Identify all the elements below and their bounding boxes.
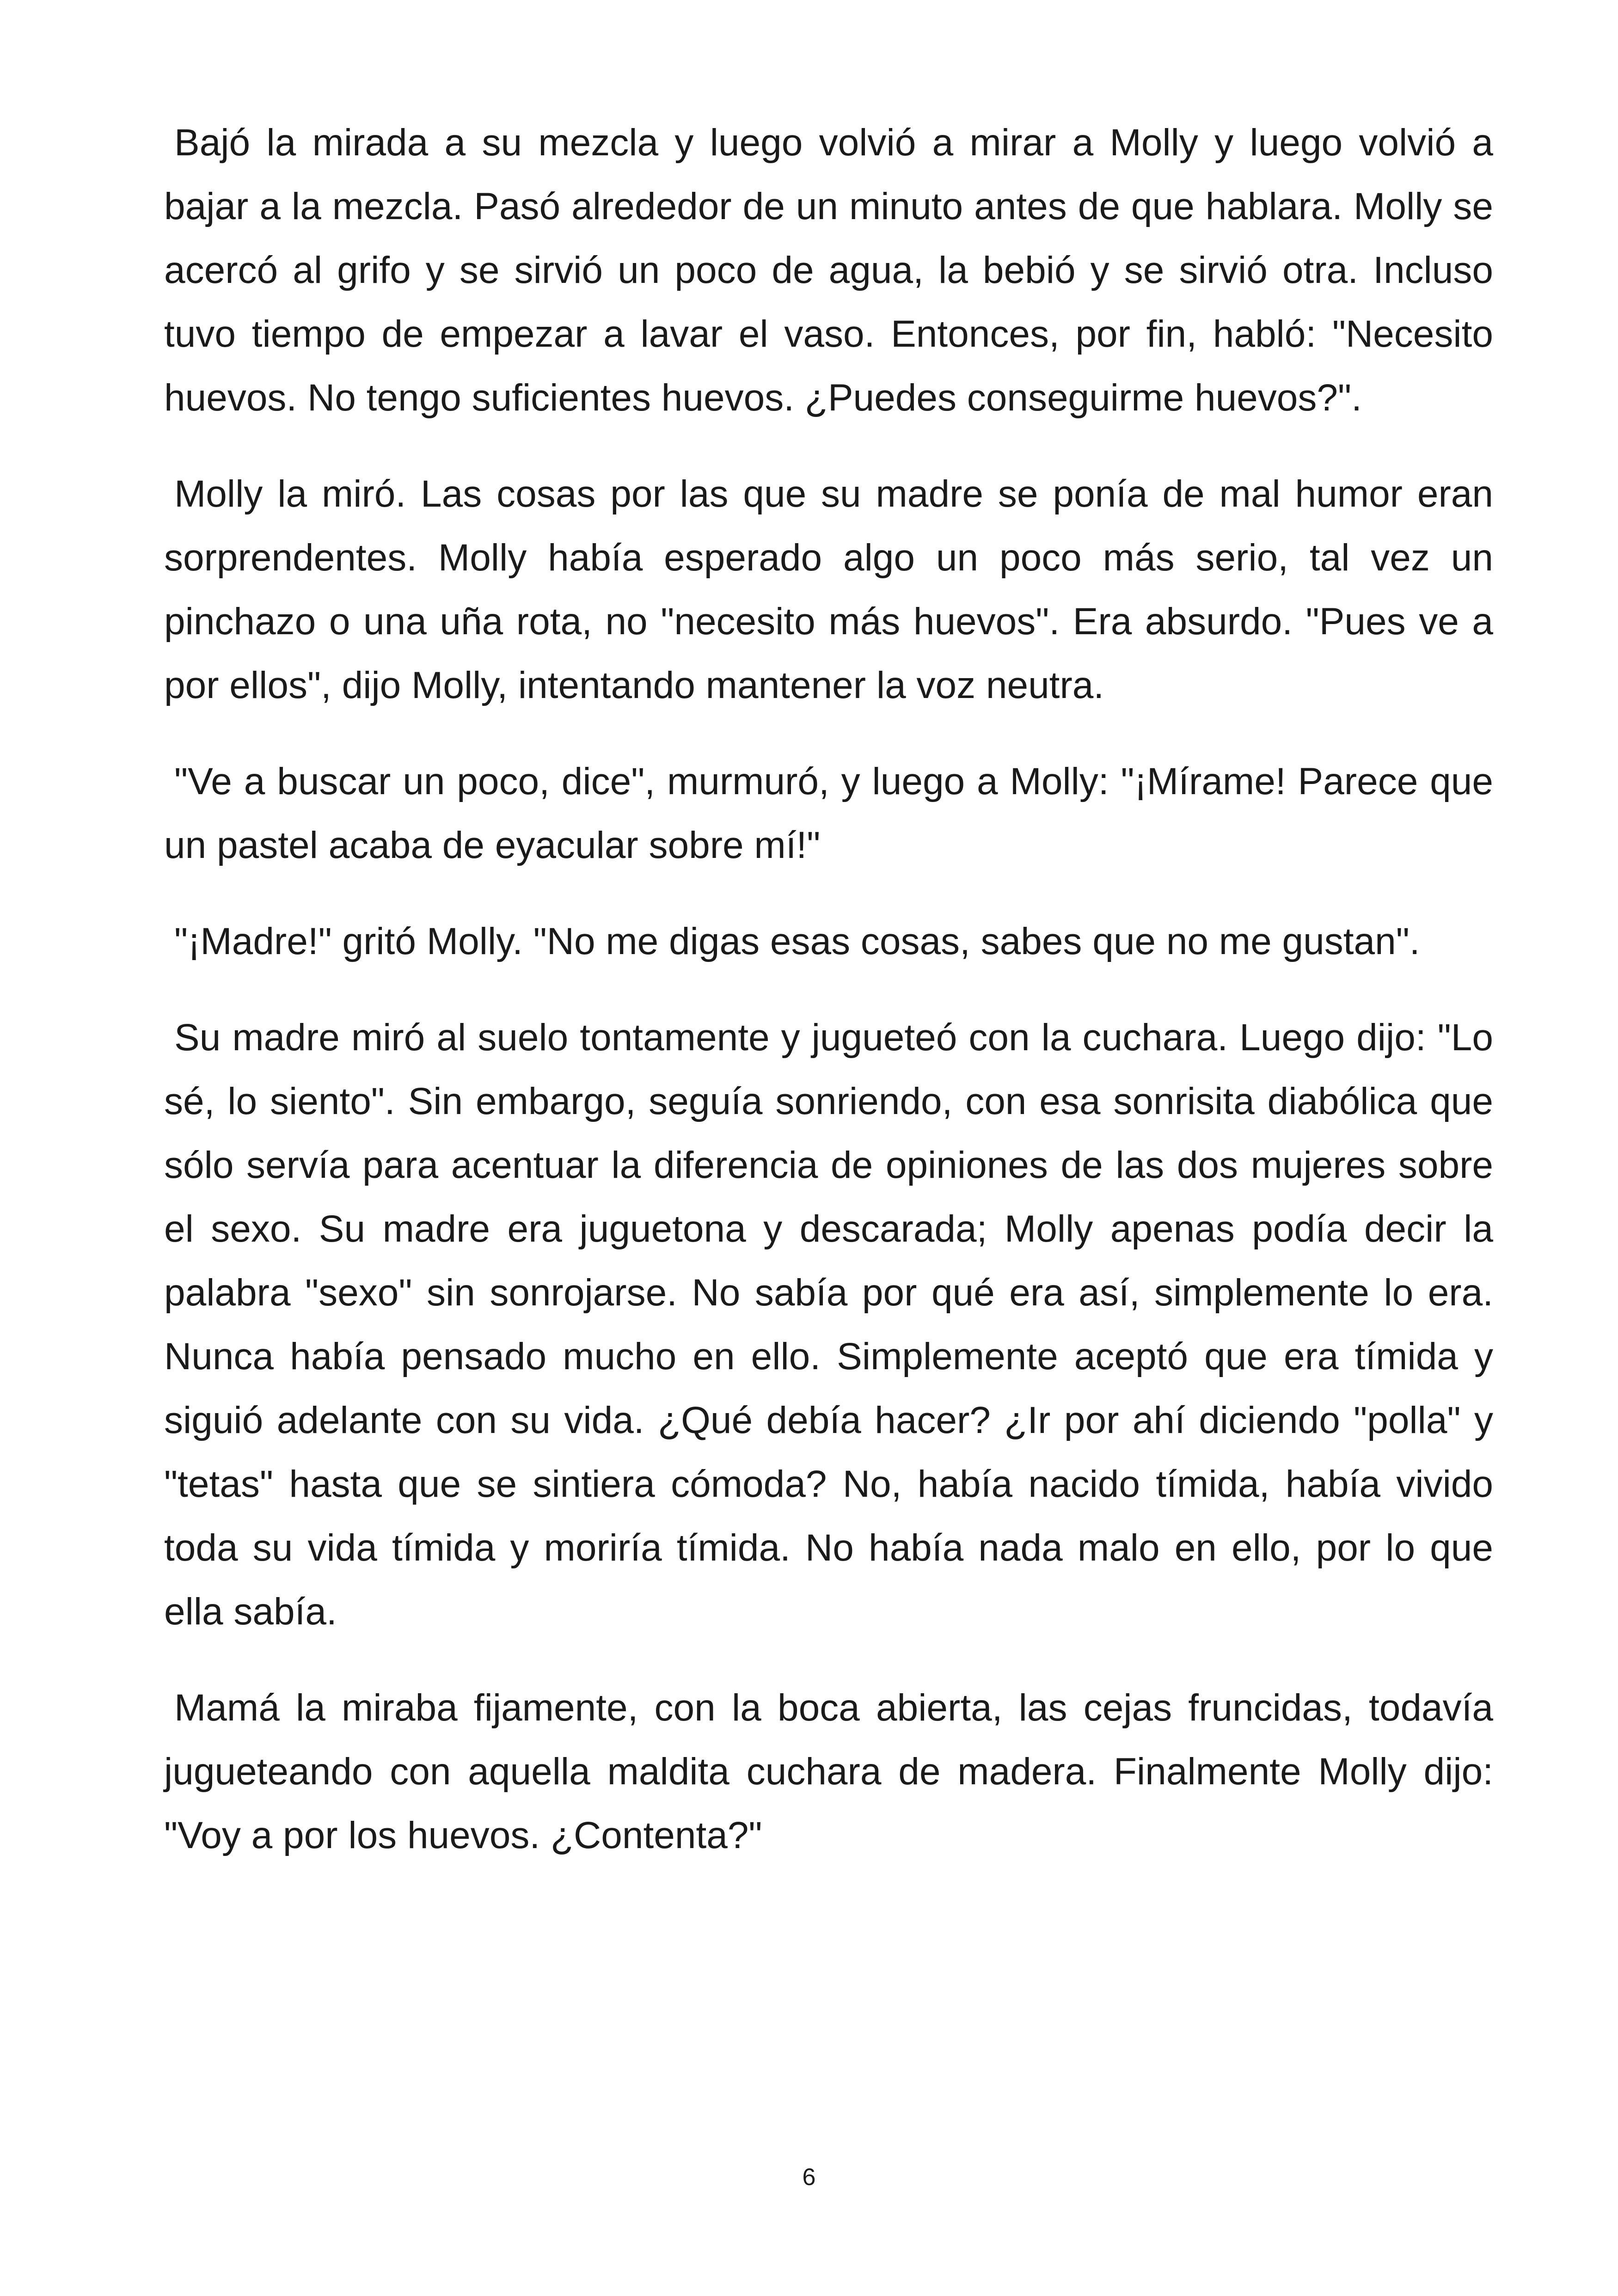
body-text [164,111,1493,1900]
paragraph-2: Molly la miró. Las cosas por las que su madre se ponía de mal humor eran sorprendentes. Molly había esperado algo un poco más serio, tal vez un pinchazo o una uña rota, no "necesito más huevos". Era absurdo. "Pues ve a por ellos", dijo Molly, intentando mantener la voz neutra. [164,473,1493,706]
page-number: 6 [802,2164,816,2191]
paragraph-6: Mamá la miraba fijamente, con la boca abierta, las cejas fruncidas, todavía jugueteando con aquella maldita cuchara de madera. Finalmente Molly dijo: "Voy a por los huevos. ¿Contenta?" [164,1687,1493,1856]
paragraph-1: Bajó la mirada a su mezcla y luego volvió a mirar a Molly y luego volvió a bajar a la mezcla. Pasó alrededor de un minuto antes de que hablara. Molly se acercó al grifo y se sirvió un poco de agua, la bebió y se sirvió otra. Incluso tuvo tiempo de empezar a lavar el vaso. Entonces, por fin, habló: "Necesito huevos. No tengo suficientes huevos. ¿Puedes conseguirme huevos?". [164,122,1493,419]
paragraph-4: "¡Madre!" gritó Molly. "No me digas esas cosas, sabes que no me gustan". [174,920,1420,962]
paragraph-3: "Ve a buscar un poco, dice", murmuró, y luego a Molly: "¡Mírame! Parece que un pastel acaba de eyacular sobre mí!" [164,760,1493,866]
paragraph-5: Su madre miró al suelo tontamente y jugueteó con la cuchara. Luego dijo: "Lo sé, lo siento". Sin embargo, seguía sonriendo, con esa sonrisita diabólica que sólo servía para acentuar la diferencia de opiniones de las dos mujeres sobre el sexo. Su madre era juguetona y descarada; Molly apenas podía decir la palabra "sexo" sin sonrojarse. No sabía por qué era así, simplemente lo era. Nunca había pensado mucho en ello. Simplemente aceptó que era tímida y siguió adelante con su vida. ¿Qué debía hacer? ¿Ir por ahí diciendo "polla" y "tetas" hasta que se sintiera cómoda? No, había nacido tímida, había vivido toda su vida tímida y moriría tímida. No había nada malo en ello, por lo que ella sabía. [164,1016,1493,1633]
